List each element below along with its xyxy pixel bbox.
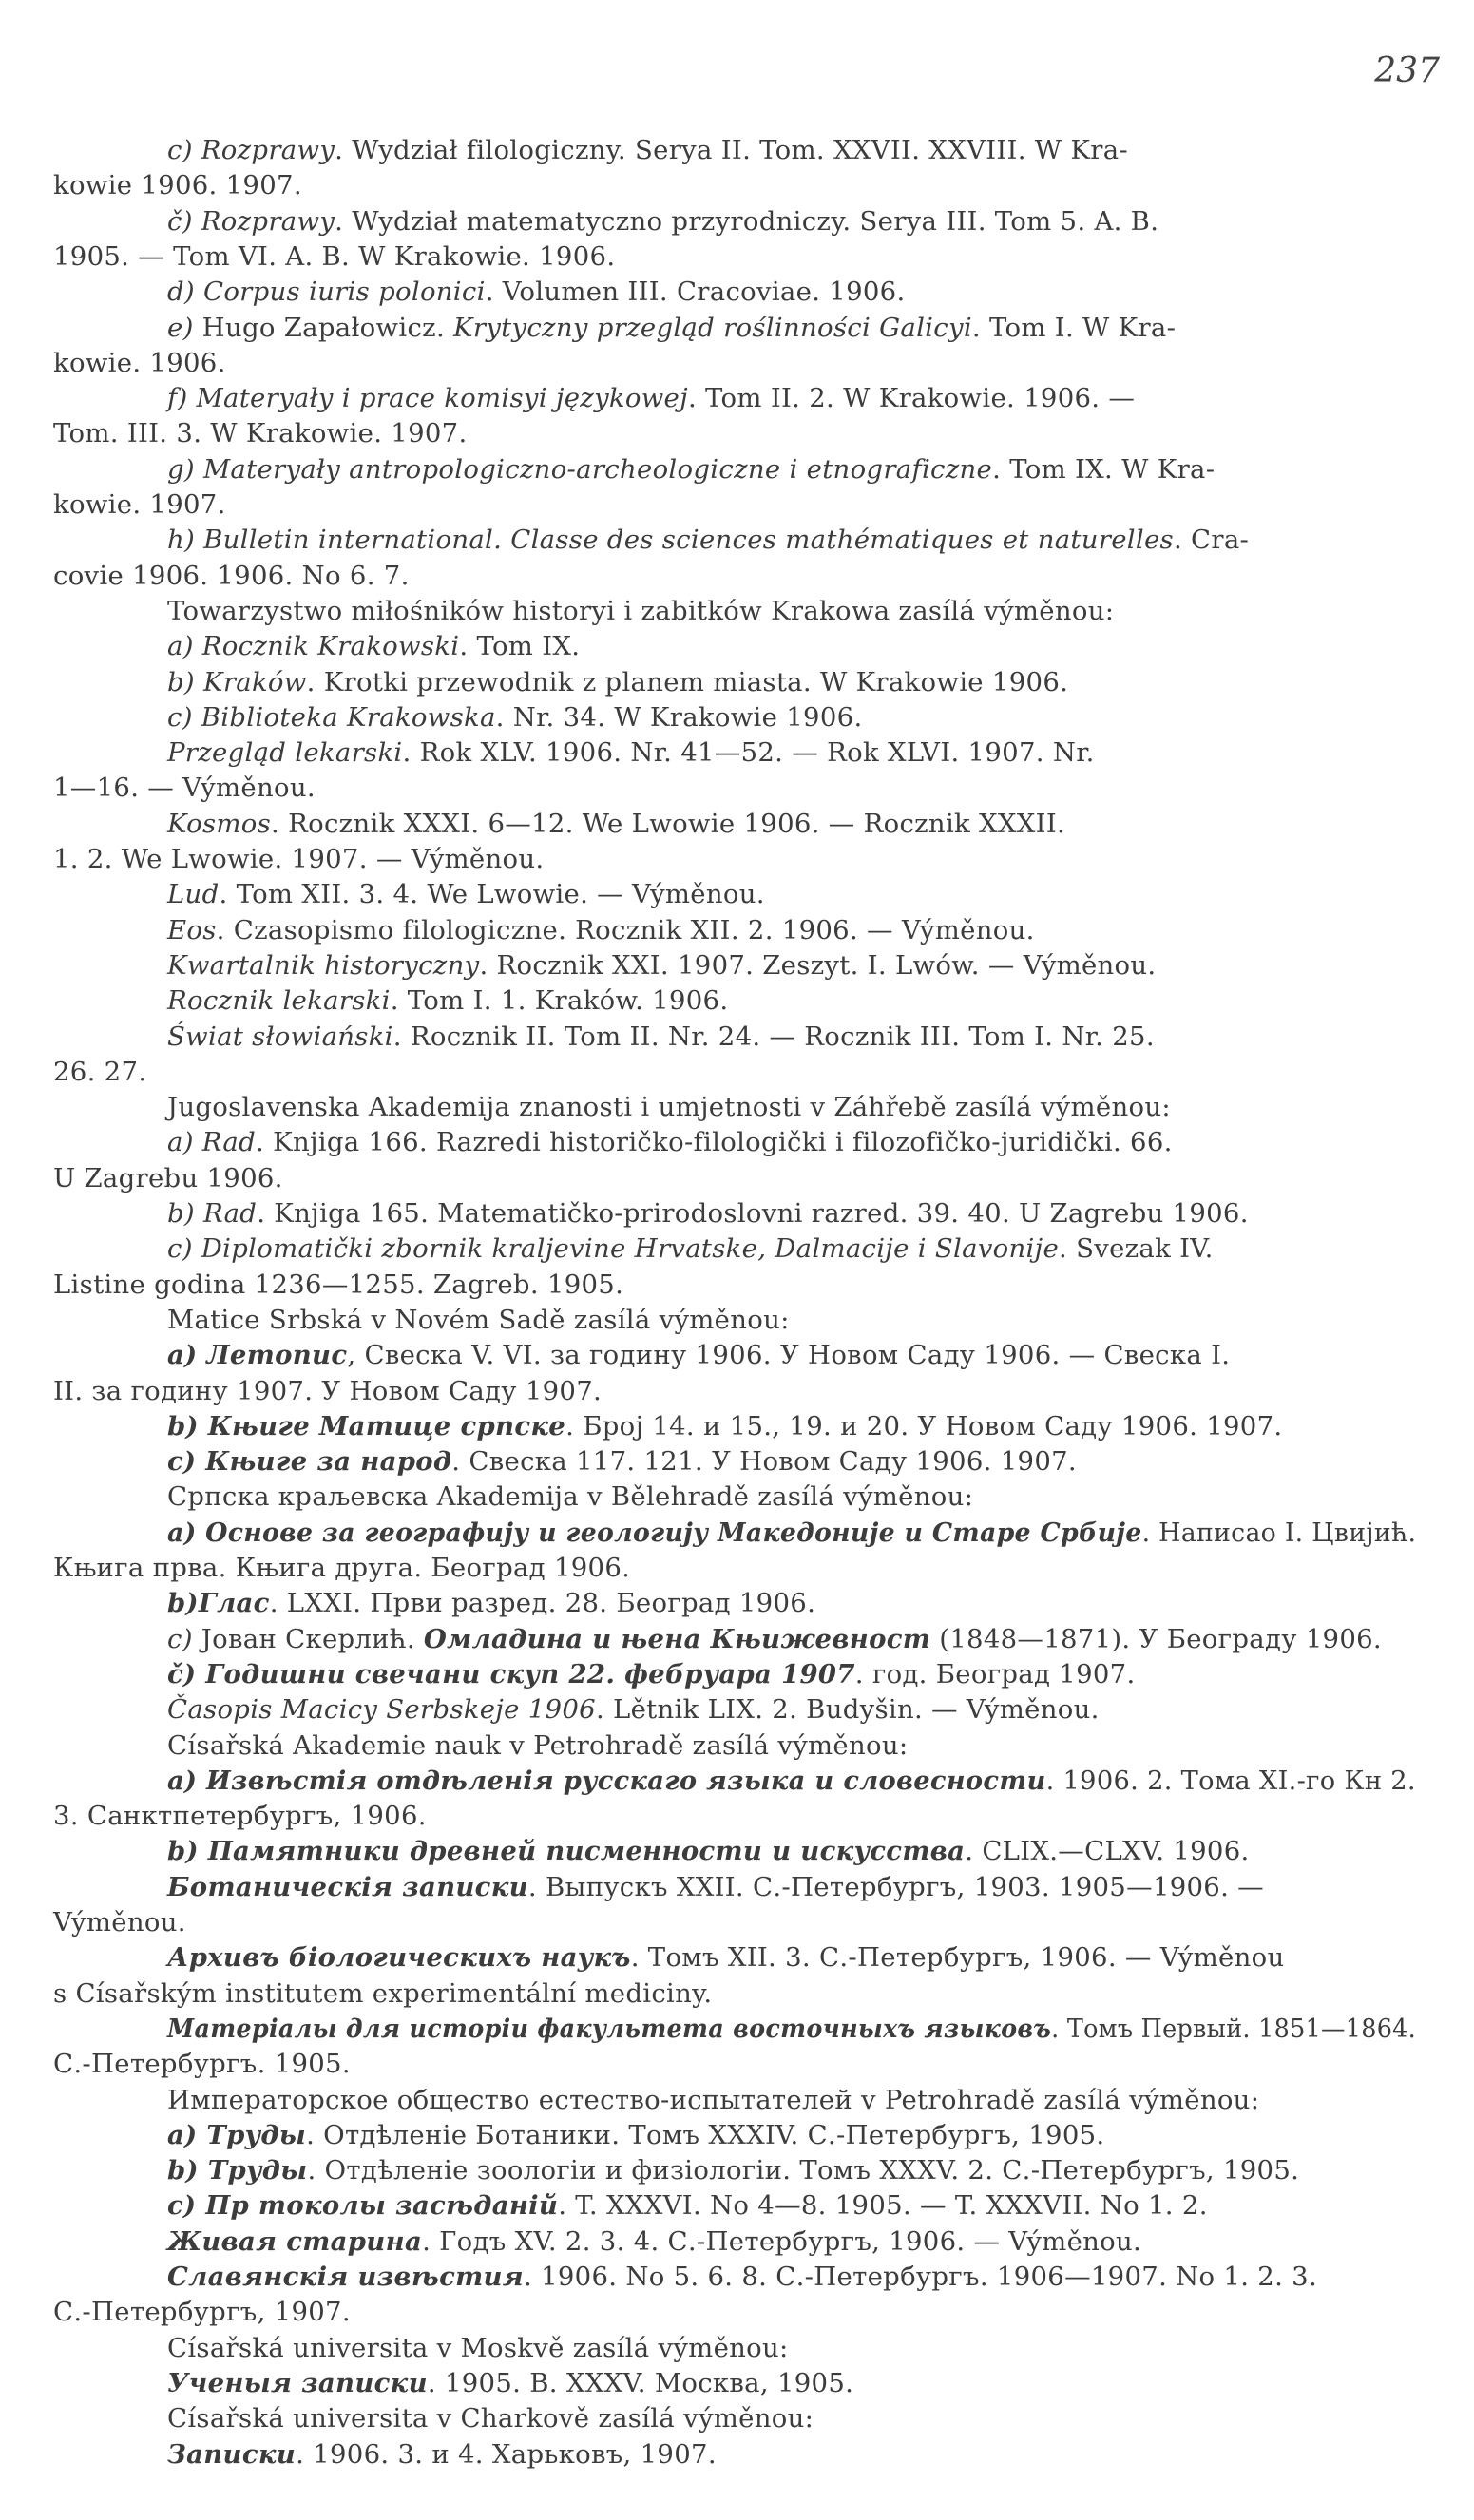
- text-run: Towarzystwo miłośników historyi i zabitków Krakowa zasílá výměnou:: [167, 595, 1115, 626]
- text-run: Císařská universita v Charkově zasílá výměnou:: [167, 2403, 814, 2434]
- text-run: . 1906. 3. и 4. Харьковъ, 1907.: [296, 2438, 717, 2470]
- text-run: Омладина и њена Књижевност: [423, 1623, 931, 1654]
- text-line: [53, 1055, 146, 1089]
- text-run: b) Kraków: [167, 666, 307, 697]
- text-run: . 1905. B. XXXV. Москва, 1905.: [427, 2367, 854, 2398]
- text-line: [53, 487, 226, 522]
- text-run: 1. 2. We Lwowie. 1907. — Výměnou.: [53, 844, 545, 874]
- text-run: a) Основе за географију и геологију Македоније и Старе Србије: [167, 1517, 1142, 1548]
- text-line: [167, 1764, 1416, 1798]
- text-run: . Cra-: [1173, 525, 1250, 556]
- text-line: [53, 416, 468, 450]
- text-line: [167, 2012, 1416, 2046]
- text-line: [53, 346, 226, 380]
- text-run: Rocznik lekarski: [167, 985, 391, 1017]
- text-line: [167, 1125, 1173, 1159]
- text-run: . Годъ XV. 2. 3. 4. С.-Петербургъ, 1906. — Výměnou.: [422, 2225, 1142, 2257]
- text-line: [167, 311, 1176, 345]
- text-run: . Број 14. и 15., 19. и 20. У Новом Саду 1906. 1907.: [565, 1410, 1283, 1441]
- text-line: [167, 1940, 1284, 1975]
- text-run: . Knjiga 166. Razredi historičko-filologički i filozofičko-juridički. 66.: [256, 1127, 1173, 1158]
- text-run: С.-Петербургъ, 1907.: [53, 2297, 351, 2328]
- text-run: a) Летопис: [167, 1340, 348, 1371]
- text-run: . LXXI. Први разред. 28. Београд 1906.: [269, 1588, 816, 1619]
- text-run: c) Biblioteka Krakowska: [167, 701, 496, 733]
- text-run: Kwartalnik historyczny: [167, 949, 480, 981]
- text-line: [167, 700, 863, 735]
- text-run: kowie. 1907.: [53, 489, 226, 520]
- text-run: b) Труды: [167, 2155, 308, 2186]
- text-run: Књига прва. Књига друга. Београд 1906.: [53, 1553, 631, 1583]
- text-run: С.-Петербургъ. 1905.: [53, 2049, 351, 2080]
- text-run: Rozprawy: [201, 205, 335, 237]
- text-run: . Свеска 117. 121. У Новом Саду 1906. 1907.: [451, 1446, 1077, 1478]
- text-line: [167, 665, 1068, 699]
- text-line: [167, 877, 765, 911]
- text-run: . Krotki przewodnik z planem miasta. W Krakowie 1906.: [306, 666, 1069, 697]
- text-line: [53, 1905, 186, 1939]
- text-line: [167, 2401, 814, 2435]
- text-line: [167, 2224, 1141, 2259]
- page-number: 237: [1374, 51, 1440, 90]
- text-line: [53, 771, 316, 805]
- text-line: [167, 452, 1215, 487]
- text-run: . Rocznik II. Tom II. Nr. 24. — Rocznik III. Tom I. Nr. 25.: [392, 1021, 1155, 1052]
- text-run: Матеріалы для исторіи факультета восточныхъ языковъ: [167, 2013, 1052, 2044]
- text-run: kowie. 1906.: [53, 347, 226, 378]
- text-run: a) Труды: [167, 2119, 307, 2150]
- text-run: . Отдѣленіе зоологіи и физіологіи. Томъ XXXV. 2. С.-Петербургъ, 1905.: [307, 2155, 1300, 2186]
- text-run: c): [167, 135, 201, 165]
- text-run: a) Rad: [167, 1127, 257, 1158]
- text-line: [167, 2331, 789, 2365]
- text-run: c) Књиге за народ: [167, 1446, 452, 1478]
- text-run: d) Corpus iuris polonici: [167, 277, 486, 308]
- text-run: c) Diplomatički zbornik kraljevine Hrvatske, Dalmacije i Slavonije: [167, 1233, 1060, 1265]
- text-run: 26. 27.: [53, 1056, 147, 1087]
- text-line: [167, 983, 728, 1018]
- text-run: c): [167, 1623, 201, 1654]
- text-run: 1—16. — Výměnou.: [53, 773, 316, 804]
- text-run: . Lětnik LIX. 2. Budyšin. — Výměnou.: [595, 1694, 1100, 1726]
- text-run: . Tom IX. W Kra-: [992, 453, 1216, 485]
- text-run: . 1906. 2. Тома XI.-го Кн 2.: [1045, 1765, 1416, 1796]
- text-run: Matice Srbská v Novém Sadě zasílá výměnou:: [167, 1304, 790, 1335]
- text-line: [53, 1268, 623, 1302]
- text-run: 3. Санктпетербургъ, 1906.: [53, 1801, 427, 1832]
- text-run: Časopis Macicy Serbskeje 1906: [167, 1694, 596, 1726]
- text-line: [167, 2153, 1299, 2187]
- text-run: e): [167, 312, 202, 343]
- text-run: Przegląd lekarski: [167, 737, 403, 769]
- text-run: b) Памятники древней писменности и искусства: [167, 1836, 966, 1867]
- text-run: c) Пр токолы засѣданій: [167, 2190, 559, 2222]
- text-line: [53, 2047, 351, 2081]
- text-run: . Томъ XII. 3. С.-Петербургъ, 1906. — Výměnou: [630, 1942, 1285, 1974]
- text-run: Krytyczny przegląd roślinności Galicyi: [453, 312, 972, 343]
- text-run: Kosmos: [167, 808, 272, 839]
- text-run: Славянскія извѣстия: [167, 2262, 524, 2292]
- text-line: [167, 1231, 1214, 1266]
- text-line: [167, 2118, 1104, 2152]
- text-run: . Knjiga 165. Matematičko-prirodoslovni razred. 39. 40. U Zagrebu 1906.: [257, 1198, 1249, 1229]
- text-line: [167, 1409, 1282, 1443]
- text-line: [167, 523, 1249, 557]
- text-run: Ботаническія записки: [167, 1871, 528, 1902]
- text-run: . Volumen III. Cracoviae. 1906.: [485, 277, 906, 308]
- text-line: [167, 2366, 853, 2400]
- text-run: Hugo Zapałowicz.: [201, 312, 454, 343]
- text-line: [53, 1161, 283, 1195]
- text-line: [167, 1480, 973, 1514]
- text-run: . Rok XLV. 1906. Nr. 41—52. — Rok XLVI. 1907. Nr.: [402, 737, 1095, 769]
- text-run: b)Глас: [167, 1588, 270, 1619]
- text-line: [53, 1551, 630, 1585]
- text-run: . Выпускъ XXII. С.-Петербургъ, 1903. 1905—1906. —: [527, 1871, 1264, 1902]
- text-run: 1905. — Tom VI. A. B. W Krakowie. 1906.: [53, 240, 616, 272]
- text-run: . Tom XII. 3. 4. We Lwowie. — Výměnou.: [219, 879, 765, 910]
- text-run: s Císařským institutem experimentální mediciny.: [53, 1977, 713, 2009]
- text-line: [167, 1516, 1416, 1550]
- text-run: . Svezak IV.: [1059, 1233, 1214, 1265]
- text-line: [167, 1090, 1171, 1124]
- text-line: [167, 2260, 1317, 2294]
- text-run: . T. XXXVI. No 4—8. 1905. — T. XXXVII. No 1. 2.: [558, 2190, 1208, 2222]
- text-line: [167, 381, 1135, 415]
- text-run: . Tom I. W Kra-: [971, 312, 1177, 343]
- text-run: kowie 1906. 1907.: [53, 170, 302, 201]
- text-line: [167, 2437, 717, 2472]
- text-line: [167, 1870, 1264, 1904]
- text-run: Lud: [167, 879, 220, 910]
- text-run: . Wydział matematyczno przyrodniczy. Serya III. Tom 5. A. B.: [335, 205, 1159, 237]
- text-run: . CLIX.—CLXV. 1906.: [965, 1836, 1250, 1867]
- text-run: Císařská Akademie nauk v Petrohradě zasílá výměnou:: [167, 1729, 909, 1761]
- text-run: (1848—1871). У Београду 1906.: [930, 1623, 1382, 1654]
- text-run: . Tom I. 1. Kraków. 1906.: [390, 985, 729, 1017]
- text-line: [167, 913, 1035, 947]
- text-run: covie 1906. 1906. No 6. 7.: [53, 560, 410, 591]
- text-run: . Wydział filologiczny. Serya II. Tom. XXVII. XXVIII. W Kra-: [335, 135, 1128, 165]
- text-line: [167, 1020, 1155, 1054]
- text-line: [167, 133, 1128, 167]
- text-line: [167, 1728, 908, 1763]
- text-run: g) Materyały antropologiczno-archeologiczne i etnograficzne: [167, 453, 993, 485]
- text-run: . год. Београд 1907.: [854, 1658, 1136, 1690]
- text-run: Српска краљевска Akademija v Bělehradě zasílá výměnou:: [167, 1481, 974, 1513]
- text-run: . Rocznik XXXI. 6—12. We Lwowie 1906. — Rocznik XXXII.: [271, 808, 1066, 839]
- text-run: U Zagrebu 1906.: [53, 1162, 283, 1193]
- text-run: č): [167, 205, 201, 237]
- text-line: [167, 1444, 1077, 1479]
- text-line: [167, 1692, 1100, 1727]
- text-run: Tom. III. 3. W Krakowie. 1907.: [53, 418, 468, 449]
- text-run: Císařská universita v Moskvě zasílá výměnou:: [167, 2332, 789, 2363]
- text-line: [167, 2083, 1259, 2117]
- text-run: Výměnou.: [53, 1907, 186, 1938]
- text-run: Listine godina 1236—1255. Zagreb. 1905.: [53, 1269, 624, 1300]
- text-run: . Tom IX.: [459, 631, 581, 662]
- text-run: a) Rocznik Krakowski: [167, 631, 460, 662]
- text-line: [167, 629, 580, 663]
- text-line: [167, 1586, 815, 1620]
- text-line: [167, 735, 1095, 770]
- text-line: [53, 1976, 712, 2011]
- text-run: Eos: [167, 914, 217, 945]
- text-line: [167, 1338, 1230, 1372]
- text-line: [167, 1834, 1250, 1868]
- text-line: [53, 239, 615, 274]
- text-run: II. за годину 1907. У Новом Саду 1907.: [53, 1375, 603, 1406]
- text-run: . 1906. No 5. 6. 8. С.-Петербургъ. 1906—1907. No 1. 2. 3.: [524, 2262, 1318, 2292]
- text-run: . Nr. 34. W Krakowie 1906.: [495, 701, 863, 733]
- text-line: [167, 1622, 1382, 1656]
- text-line: [167, 204, 1158, 239]
- text-run: h) Bulletin international. Classe des sciences mathématiques et naturelles: [167, 525, 1174, 556]
- text-line: [53, 2295, 351, 2329]
- text-line: [167, 1303, 790, 1337]
- text-line: [167, 1196, 1249, 1231]
- text-run: , Свеска V. VI. за годину 1906. У Новом Саду 1906. — Свеска I.: [347, 1340, 1231, 1371]
- text-run: a) Извѣстія отдѣленія русскаго языка и словесности: [167, 1765, 1046, 1796]
- text-run: č) Годишни свечани скуп 22. фебруара 1907: [167, 1658, 855, 1690]
- text-run: Записки: [167, 2438, 297, 2470]
- text-line: [167, 275, 906, 309]
- text-run: . Написао I. Цвијић.: [1141, 1517, 1417, 1548]
- text-run: Rozprawy: [201, 135, 335, 165]
- text-line: [167, 594, 1114, 628]
- text-run: . Rocznik XXI. 1907. Zeszyt. I. Lwów. — Výměnou.: [479, 949, 1157, 981]
- text-line: [53, 1799, 427, 1833]
- text-run: . Томъ Первый. 1851—1864.: [1051, 2013, 1417, 2044]
- text-line: [53, 168, 302, 202]
- text-run: Świat słowiański: [167, 1021, 393, 1052]
- text-line: [53, 559, 410, 593]
- text-run: Архивъ біологическихъ наукъ: [167, 1942, 631, 1974]
- text-run: b) Књиге Матице српске: [167, 1410, 566, 1441]
- text-line: [167, 948, 1156, 983]
- text-run: Императорское общество естество-испытателей v Petrohradě zasílá výměnou:: [167, 2084, 1260, 2115]
- text-run: f) Materyały i prace komisyi językowej: [167, 383, 688, 414]
- text-line: [167, 2188, 1208, 2223]
- text-run: Ученыя записки: [167, 2367, 428, 2398]
- text-run: . Tom II. 2. W Krakowie. 1906. —: [687, 383, 1136, 414]
- text-line: [167, 1657, 1136, 1691]
- text-run: b) Rad: [167, 1198, 258, 1229]
- text-run: . Отдѣленіе Ботаники. Томъ XXXIV. С.-Петербургъ, 1905.: [306, 2119, 1105, 2150]
- text-line: [167, 807, 1065, 841]
- text-line: [53, 1374, 602, 1408]
- text-run: Јован Скерлић.: [201, 1623, 424, 1654]
- text-line: [53, 842, 544, 876]
- text-run: . Czasopismo filologiczne. Rocznik XII. 2. 1906. — Výměnou.: [216, 914, 1035, 945]
- text-run: Jugoslavenska Akademija znanosti i umjetnosti v Záhřebě zasílá výměnou:: [167, 1092, 1171, 1123]
- text-run: Живая старина: [167, 2225, 423, 2257]
